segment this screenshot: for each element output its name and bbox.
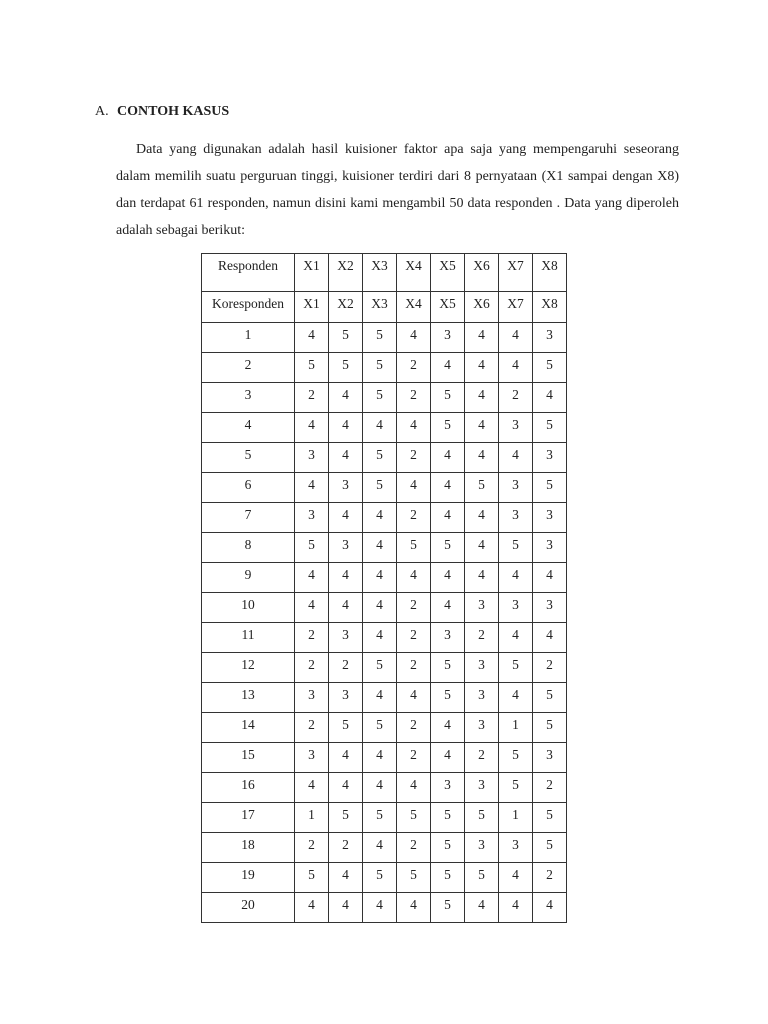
value-cell: 4 (363, 773, 397, 803)
value-cell: 4 (499, 353, 533, 383)
value-cell: 3 (533, 593, 567, 623)
value-cell: X4 (397, 292, 431, 323)
value-cell: X6 (465, 254, 499, 292)
value-cell: 4 (329, 893, 363, 923)
value-cell: 1 (499, 713, 533, 743)
value-cell: 3 (329, 533, 363, 563)
row-label-cell: 2 (202, 353, 295, 383)
value-cell: 4 (431, 443, 465, 473)
value-cell: 5 (295, 533, 329, 563)
row-label-cell: 18 (202, 833, 295, 863)
value-cell: 4 (397, 473, 431, 503)
value-cell: 4 (363, 623, 397, 653)
value-cell: 2 (397, 443, 431, 473)
value-cell: 5 (363, 473, 397, 503)
intro-paragraph: Data yang digunakan adalah hasil kuisioner faktor apa saja yang mempengaruhi seseorang dalam memilih suatu perguruan tinggi, kuisioner terdiri dari 8 pernyataan (X1 sampai dengan X8) dan terdapat 61 responden, namun disini kami mengambil 50 data responden . Data yang diperoleh adalah sebagai berikut: (116, 142, 679, 238)
value-cell: 4 (397, 323, 431, 353)
value-cell: 5 (397, 533, 431, 563)
value-cell: 2 (329, 833, 363, 863)
value-cell: 2 (397, 383, 431, 413)
value-cell: 2 (533, 653, 567, 683)
value-cell: 4 (295, 323, 329, 353)
value-cell: 5 (363, 383, 397, 413)
row-label-cell: Koresponden (202, 292, 295, 323)
value-cell: 5 (329, 323, 363, 353)
table-row (202, 833, 567, 863)
value-cell: 4 (465, 533, 499, 563)
value-cell: X6 (465, 292, 499, 323)
table-row (202, 623, 567, 653)
responses-table (201, 253, 567, 923)
value-cell: 4 (397, 893, 431, 923)
value-cell: 4 (431, 713, 465, 743)
value-cell: 3 (533, 443, 567, 473)
value-cell: 5 (329, 713, 363, 743)
value-cell: 4 (295, 413, 329, 443)
table-row (202, 593, 567, 623)
table-row (202, 803, 567, 833)
table-row (202, 683, 567, 713)
row-label-cell: 1 (202, 323, 295, 353)
table-header-row (202, 254, 567, 292)
value-cell: 3 (465, 833, 499, 863)
value-cell: 2 (465, 743, 499, 773)
value-cell: X8 (533, 254, 567, 292)
row-label-cell: 10 (202, 593, 295, 623)
value-cell: 3 (431, 623, 465, 653)
value-cell: 3 (295, 503, 329, 533)
value-cell: 4 (465, 563, 499, 593)
value-cell: X5 (431, 254, 465, 292)
value-cell: 5 (363, 323, 397, 353)
value-cell: 5 (397, 863, 431, 893)
value-cell: 4 (295, 593, 329, 623)
table-row (202, 893, 567, 923)
value-cell: 3 (499, 833, 533, 863)
value-cell: 2 (465, 623, 499, 653)
value-cell: 4 (465, 323, 499, 353)
value-cell: 5 (431, 863, 465, 893)
value-cell: 3 (465, 773, 499, 803)
value-cell: 2 (397, 743, 431, 773)
value-cell: X8 (533, 292, 567, 323)
value-cell: X1 (295, 292, 329, 323)
section-letter: A. (95, 104, 109, 119)
row-label-cell: 6 (202, 473, 295, 503)
row-label-cell: 16 (202, 773, 295, 803)
value-cell: 2 (295, 653, 329, 683)
value-cell: 2 (295, 383, 329, 413)
value-cell: 4 (499, 443, 533, 473)
value-cell: 5 (465, 473, 499, 503)
table-row (202, 863, 567, 893)
value-cell: 5 (363, 653, 397, 683)
value-cell: 4 (329, 743, 363, 773)
value-cell: 5 (431, 683, 465, 713)
value-cell: 5 (363, 863, 397, 893)
value-cell: 5 (329, 353, 363, 383)
value-cell: 4 (499, 863, 533, 893)
value-cell: 2 (533, 773, 567, 803)
value-cell: 3 (329, 623, 363, 653)
value-cell: 4 (465, 503, 499, 533)
value-cell: 4 (329, 863, 363, 893)
value-cell: 2 (499, 383, 533, 413)
value-cell: 4 (499, 623, 533, 653)
section-title: CONTOH KASUS (117, 104, 230, 119)
value-cell: 5 (431, 803, 465, 833)
value-cell: 4 (363, 893, 397, 923)
value-cell: 3 (465, 653, 499, 683)
table-row (202, 413, 567, 443)
value-cell: 2 (397, 503, 431, 533)
value-cell: 5 (431, 413, 465, 443)
value-cell: 3 (533, 503, 567, 533)
value-cell: X3 (363, 254, 397, 292)
table-row (202, 473, 567, 503)
value-cell: 4 (329, 443, 363, 473)
value-cell: 4 (329, 563, 363, 593)
value-cell: 2 (533, 863, 567, 893)
value-cell: 3 (329, 683, 363, 713)
value-cell: 4 (533, 563, 567, 593)
value-cell: 3 (431, 323, 465, 353)
value-cell: 4 (397, 563, 431, 593)
value-cell: 2 (397, 593, 431, 623)
value-cell: 4 (431, 473, 465, 503)
value-cell: 5 (431, 653, 465, 683)
value-cell: 5 (363, 443, 397, 473)
row-label-cell: 11 (202, 623, 295, 653)
value-cell: 4 (431, 503, 465, 533)
value-cell: 3 (295, 743, 329, 773)
value-cell: 3 (499, 473, 533, 503)
value-cell: 4 (499, 563, 533, 593)
value-cell: 3 (499, 503, 533, 533)
value-cell: 3 (499, 413, 533, 443)
value-cell: 5 (533, 833, 567, 863)
table-row (202, 773, 567, 803)
value-cell: 4 (533, 623, 567, 653)
value-cell: 4 (295, 563, 329, 593)
value-cell: 4 (499, 893, 533, 923)
value-cell: 5 (533, 413, 567, 443)
value-cell: 2 (397, 653, 431, 683)
value-cell: 5 (499, 773, 533, 803)
value-cell: 5 (499, 653, 533, 683)
value-cell: 4 (363, 533, 397, 563)
value-cell: 2 (397, 833, 431, 863)
row-label-cell: 3 (202, 383, 295, 413)
table-row (202, 743, 567, 773)
row-label-cell: 12 (202, 653, 295, 683)
value-cell: 5 (295, 353, 329, 383)
value-cell: 3 (499, 593, 533, 623)
value-cell: 2 (397, 623, 431, 653)
value-cell: 5 (533, 683, 567, 713)
value-cell: 4 (431, 743, 465, 773)
value-cell: 4 (465, 383, 499, 413)
value-cell: 3 (295, 683, 329, 713)
value-cell: 5 (431, 533, 465, 563)
value-cell: 4 (329, 773, 363, 803)
row-label-cell: 15 (202, 743, 295, 773)
value-cell: 5 (295, 863, 329, 893)
value-cell: 4 (329, 503, 363, 533)
value-cell: 4 (397, 413, 431, 443)
table-row (202, 713, 567, 743)
value-cell: 4 (465, 893, 499, 923)
table-row (202, 503, 567, 533)
value-cell: 4 (363, 593, 397, 623)
value-cell: 5 (363, 713, 397, 743)
row-label-cell: 17 (202, 803, 295, 833)
value-cell: 1 (295, 803, 329, 833)
value-cell: 5 (329, 803, 363, 833)
value-cell: 4 (363, 563, 397, 593)
value-cell: 4 (363, 413, 397, 443)
value-cell: X2 (329, 254, 363, 292)
value-cell: 5 (499, 743, 533, 773)
value-cell: 3 (533, 533, 567, 563)
row-label-cell: 19 (202, 863, 295, 893)
value-cell: 2 (397, 353, 431, 383)
row-label-cell: 7 (202, 503, 295, 533)
row-label-cell: 4 (202, 413, 295, 443)
value-cell: 2 (295, 713, 329, 743)
value-cell: 2 (397, 713, 431, 743)
value-cell: 2 (295, 833, 329, 863)
table-row (202, 353, 567, 383)
row-label-cell: 14 (202, 713, 295, 743)
value-cell: 4 (431, 593, 465, 623)
value-cell: 4 (295, 473, 329, 503)
value-cell: 2 (329, 653, 363, 683)
value-cell: 5 (431, 833, 465, 863)
value-cell: 4 (329, 413, 363, 443)
value-cell: 4 (465, 413, 499, 443)
value-cell: 5 (431, 383, 465, 413)
value-cell: 5 (533, 353, 567, 383)
value-cell: 3 (465, 593, 499, 623)
value-cell: 4 (329, 383, 363, 413)
row-label-cell: 20 (202, 893, 295, 923)
value-cell: 4 (465, 353, 499, 383)
table-body (202, 254, 567, 923)
value-cell: 3 (465, 713, 499, 743)
value-cell: 3 (533, 323, 567, 353)
table-row (202, 533, 567, 563)
value-cell: X3 (363, 292, 397, 323)
value-cell: 4 (363, 683, 397, 713)
value-cell: 4 (533, 383, 567, 413)
value-cell: X2 (329, 292, 363, 323)
value-cell: X4 (397, 254, 431, 292)
value-cell: 4 (397, 773, 431, 803)
value-cell: X7 (499, 292, 533, 323)
value-cell: 4 (363, 833, 397, 863)
table-row (202, 323, 567, 353)
value-cell: X5 (431, 292, 465, 323)
value-cell: 2 (295, 623, 329, 653)
value-cell: 5 (533, 803, 567, 833)
value-cell: 4 (499, 683, 533, 713)
value-cell: 4 (329, 593, 363, 623)
row-label-cell: 9 (202, 563, 295, 593)
value-cell: 5 (397, 803, 431, 833)
value-cell: 4 (397, 683, 431, 713)
table-row (202, 443, 567, 473)
value-cell: 1 (499, 803, 533, 833)
value-cell: 3 (533, 743, 567, 773)
value-cell: 4 (431, 563, 465, 593)
row-label-cell: Responden (202, 254, 295, 292)
value-cell: 4 (431, 353, 465, 383)
value-cell: X7 (499, 254, 533, 292)
value-cell: 5 (533, 713, 567, 743)
table-row (202, 563, 567, 593)
row-label-cell: 8 (202, 533, 295, 563)
table-row (202, 383, 567, 413)
table-header-row (202, 292, 567, 323)
value-cell: 4 (295, 893, 329, 923)
row-label-cell: 5 (202, 443, 295, 473)
value-cell: 5 (465, 863, 499, 893)
value-cell: 5 (465, 803, 499, 833)
value-cell: 5 (499, 533, 533, 563)
value-cell: 4 (533, 893, 567, 923)
value-cell: X1 (295, 254, 329, 292)
value-cell: 5 (533, 473, 567, 503)
value-cell: 3 (465, 683, 499, 713)
value-cell: 4 (465, 443, 499, 473)
row-label-cell: 13 (202, 683, 295, 713)
value-cell: 3 (295, 443, 329, 473)
value-cell: 3 (431, 773, 465, 803)
value-cell: 4 (363, 743, 397, 773)
value-cell: 5 (363, 803, 397, 833)
section-heading (95, 102, 229, 122)
value-cell: 5 (431, 893, 465, 923)
value-cell: 4 (363, 503, 397, 533)
value-cell: 4 (499, 323, 533, 353)
value-cell: 4 (295, 773, 329, 803)
value-cell: 3 (329, 473, 363, 503)
table-row (202, 653, 567, 683)
value-cell: 5 (363, 353, 397, 383)
